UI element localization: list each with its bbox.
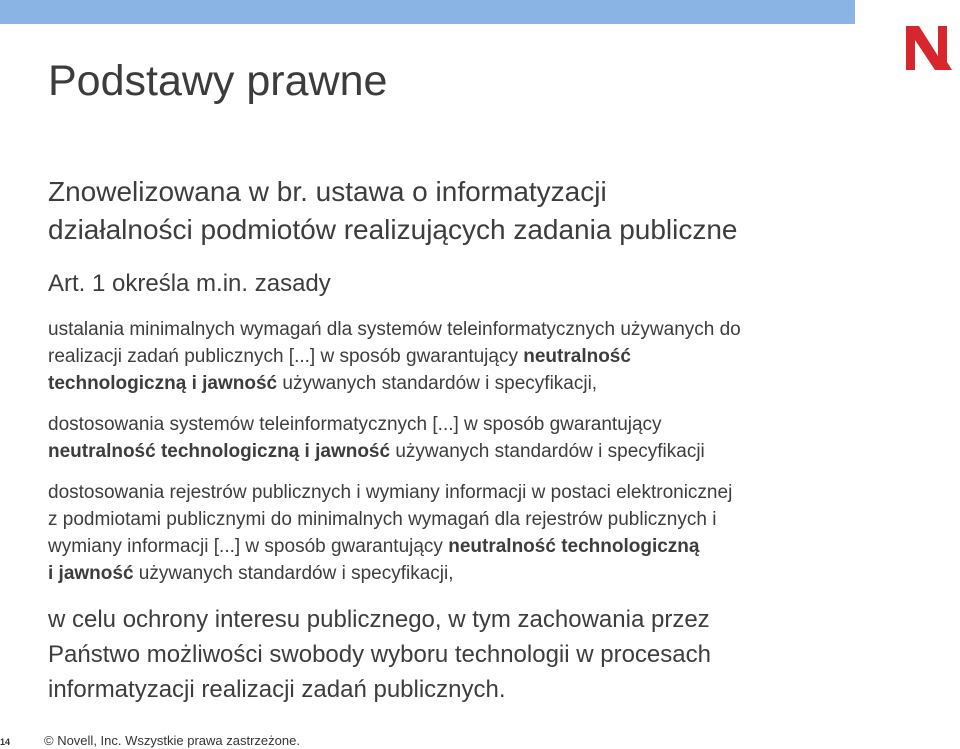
principle-3-line-3 bbox=[48, 533, 732, 560]
principle-1-text: realizacji zadań publicznych [...] w sposób gwarantujący bbox=[48, 346, 524, 367]
principle-3-line-4 bbox=[48, 560, 732, 587]
intro-line-2: działalności podmiotów realizujących zadania publiczne bbox=[48, 214, 738, 245]
principle-2-line-2 bbox=[48, 438, 705, 465]
intro-line-1: Znowelizowana w br. ustawa o informatyzacji bbox=[48, 176, 607, 207]
closing-line-3: informatyzacji realizacji zadań publicznych. bbox=[48, 676, 506, 703]
principle-1-line-2 bbox=[48, 343, 741, 370]
principle-1-bold-2: technologiczną i jawność bbox=[48, 373, 278, 394]
closing-line-1: w celu ochrony interesu publicznego, w tym zachowania przez bbox=[48, 606, 710, 633]
principle-2-line-1: dostosowania systemów teleinformatycznych [...] w sposób gwarantujący bbox=[48, 414, 662, 435]
article-heading: Art. 1 określa m.in. zasady bbox=[48, 270, 331, 297]
principle-1 bbox=[48, 316, 741, 397]
principle-1-text-2: używanych standardów i specyfikacji, bbox=[277, 373, 598, 394]
principle-3-line-1: dostosowania rejestrów publicznych i wymiany informacji w postaci elektronicznej bbox=[48, 482, 733, 503]
copyright-notice: © Novell, Inc. Wszystkie prawa zastrzeżone. bbox=[44, 733, 300, 748]
closing-line-2: Państwo możliwości swobody wyboru technologii w procesach bbox=[48, 641, 711, 668]
principle-2-text: używanych standardów i specyfikacji bbox=[390, 441, 705, 462]
intro-paragraph bbox=[48, 173, 738, 249]
principle-3 bbox=[48, 479, 732, 587]
slide-title: Podstawy prawne bbox=[48, 57, 388, 105]
principle-3-text: wymiany informacji [...] w sposób gwarantujący bbox=[48, 536, 449, 557]
principle-3-text-2: używanych standardów i specyfikacji, bbox=[133, 563, 454, 584]
principle-1-line-3 bbox=[48, 370, 741, 397]
principle-3-bold-2: i jawność bbox=[48, 563, 134, 584]
principle-3-bold: neutralność technologiczną bbox=[448, 536, 700, 557]
page-number: 14 bbox=[0, 737, 11, 747]
principle-3-line-2: z podmiotami publicznymi do minimalnych wymagań dla rejestrów publicznych i bbox=[48, 509, 717, 530]
closing-paragraph bbox=[48, 602, 711, 707]
principle-1-bold: neutralność bbox=[523, 346, 631, 367]
principle-2 bbox=[48, 411, 705, 465]
principle-2-bold: neutralność technologiczną i jawność bbox=[48, 441, 391, 462]
novell-logo-icon bbox=[904, 22, 952, 72]
principle-1-line-1: ustalania minimalnych wymagań dla systemów teleinformatycznych używanych do bbox=[48, 319, 741, 340]
top-accent-bar bbox=[0, 0, 855, 24]
